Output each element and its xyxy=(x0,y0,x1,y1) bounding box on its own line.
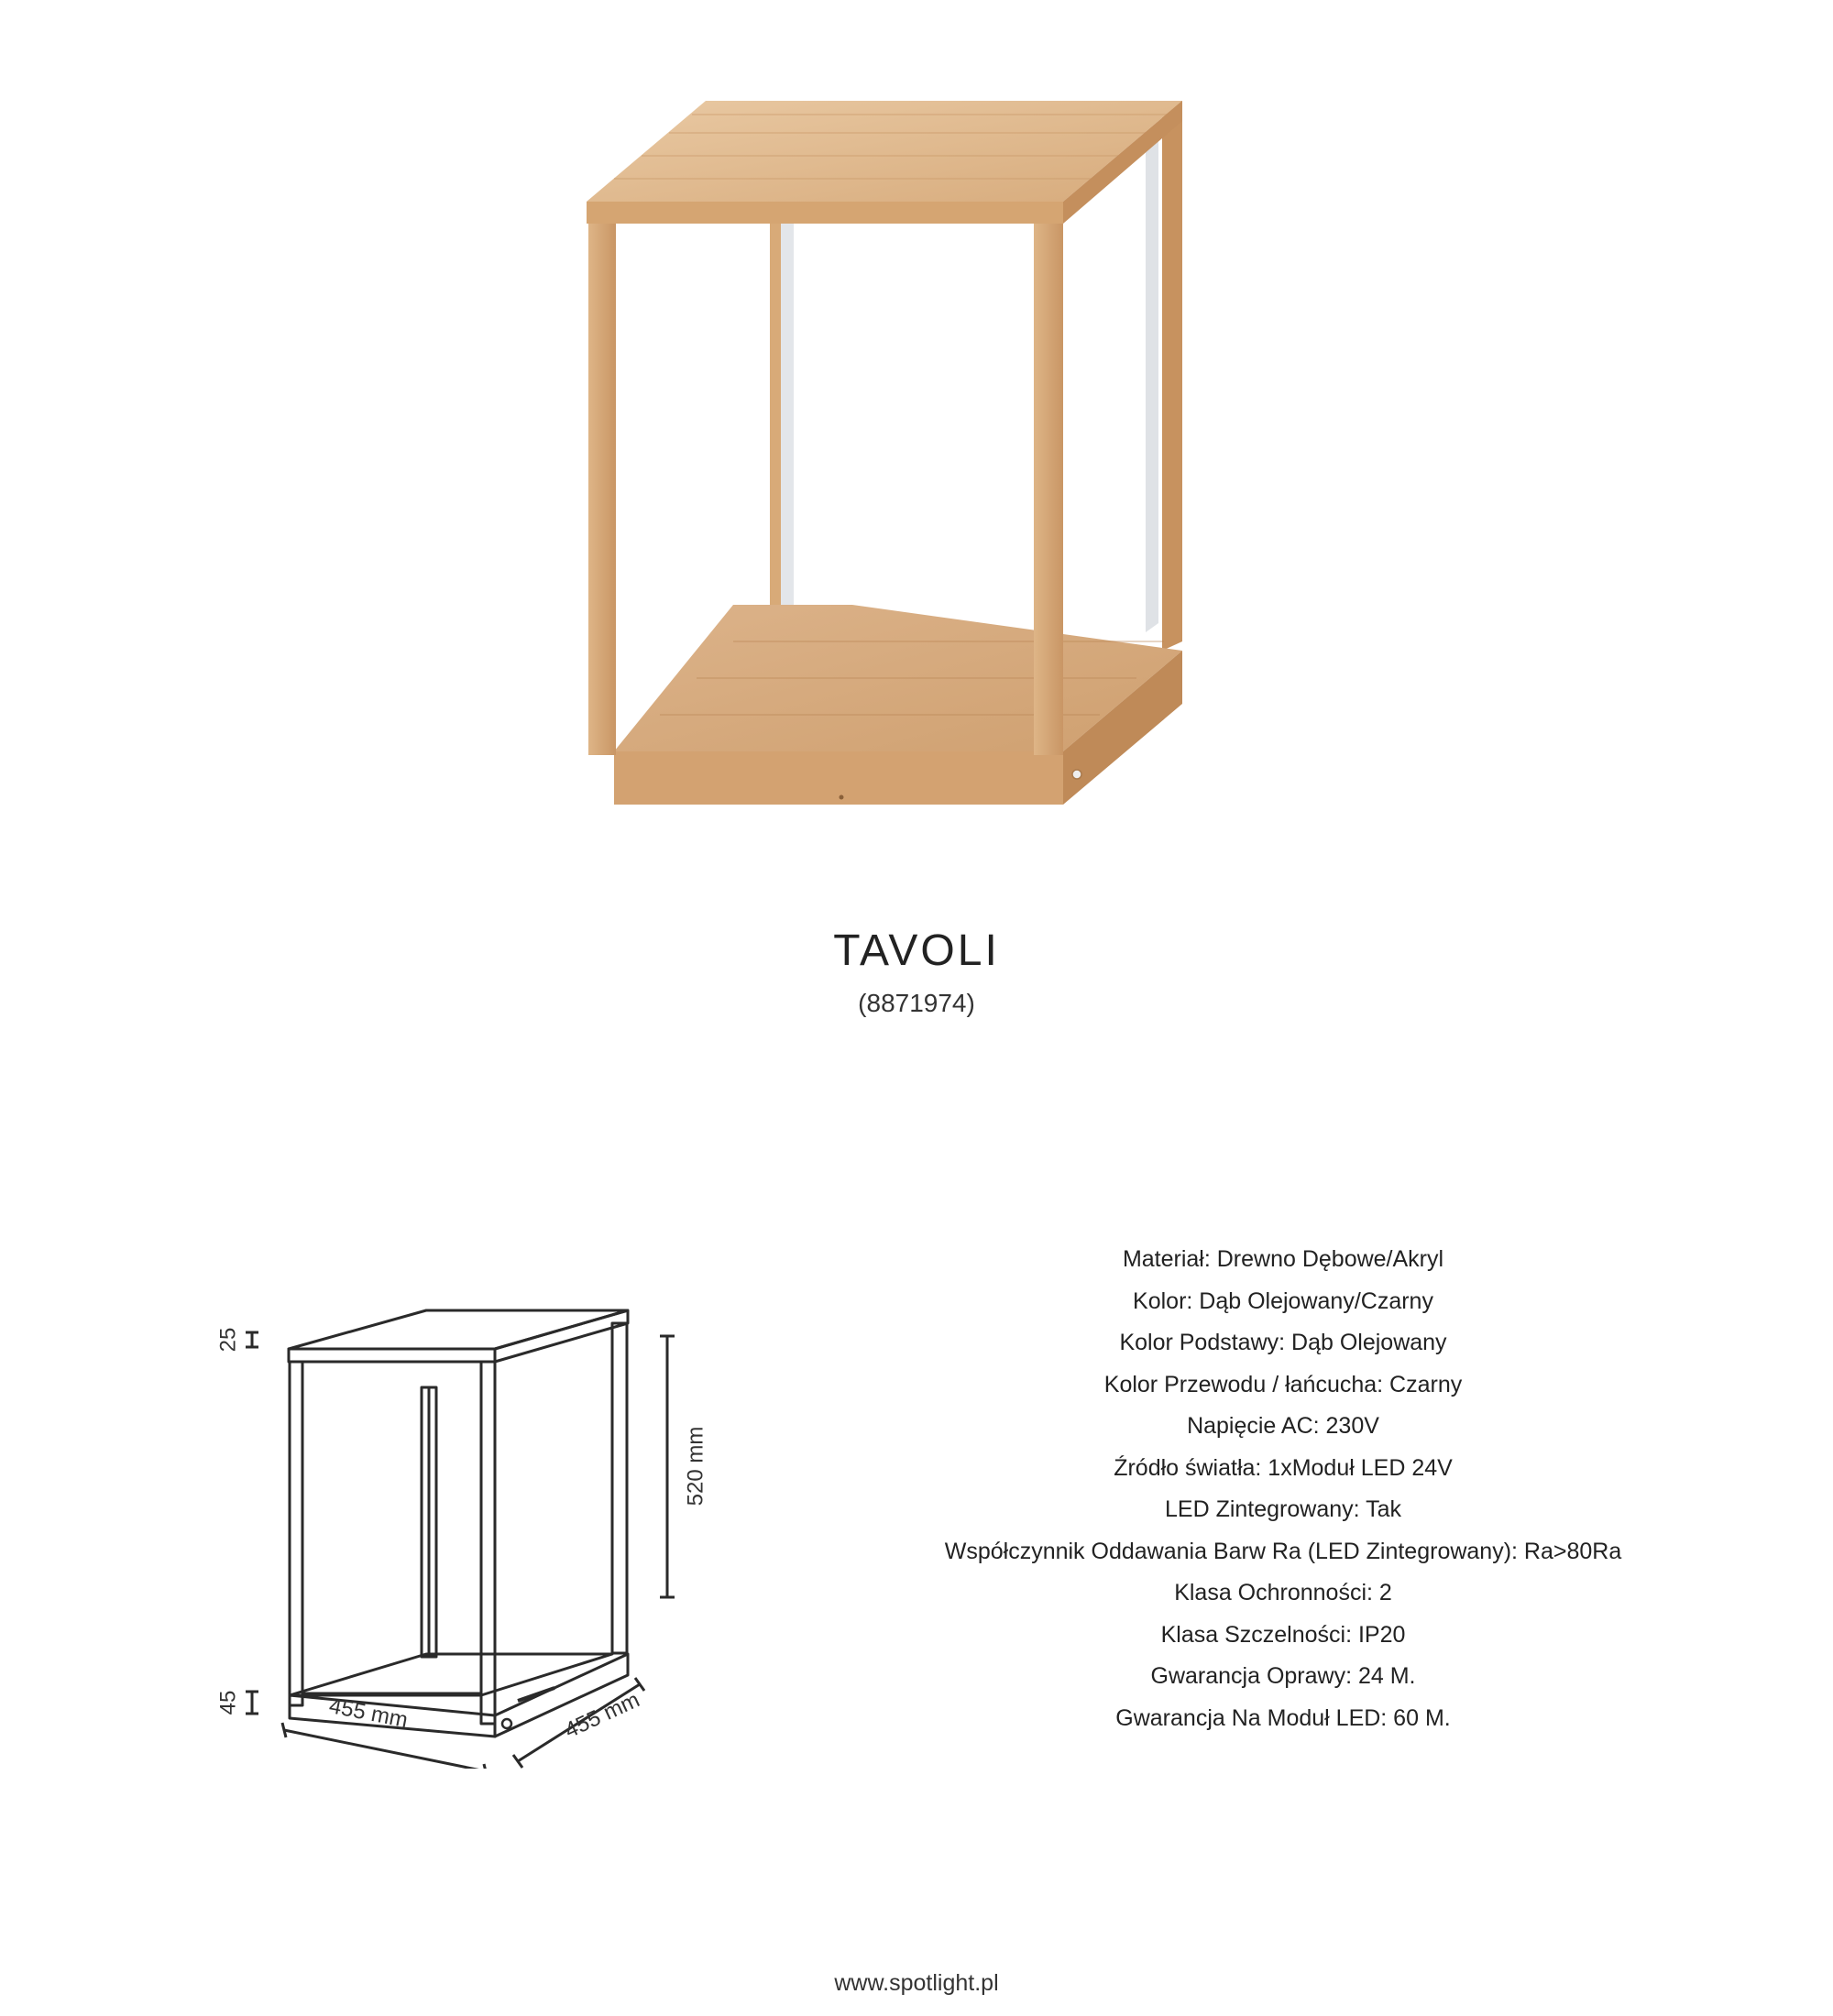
spec-led-warranty: Gwarancja Na Moduł LED: 60 M. xyxy=(1115,1704,1451,1731)
switch-button xyxy=(1072,770,1081,779)
product-photo xyxy=(550,73,1191,861)
screw-dot xyxy=(840,795,844,800)
front-right-leg xyxy=(1034,224,1063,755)
drawing-switch-icon xyxy=(502,1719,511,1728)
dim-width-label: 455 mm xyxy=(326,1693,411,1734)
spec-cri: Współczynnik Oddawania Barw Ra (LED Zintegrowany): Ra>80Ra xyxy=(944,1538,1622,1564)
spec-protection-class: Klasa Ochronności: 2 xyxy=(1174,1580,1392,1605)
dim-bottom-label: 45 xyxy=(215,1690,241,1715)
dim-height-label: 520 mm xyxy=(683,1426,708,1507)
drawing-outline xyxy=(289,1310,628,1737)
base-front xyxy=(614,751,1063,805)
acrylic-strip-left xyxy=(781,220,794,623)
spec-cable-color: Kolor Przewodu / łańcucha: Czarny xyxy=(1103,1371,1463,1397)
spec-list xyxy=(907,1239,1659,1739)
acrylic-strip-right xyxy=(1146,128,1158,632)
front-left-leg xyxy=(588,224,616,755)
dim-top-marker xyxy=(246,1332,258,1347)
product-name: TAVOLI xyxy=(833,926,1000,975)
spec-light-source: Źródło światła: 1xModuł LED 24V xyxy=(1114,1454,1453,1481)
dim-height-line xyxy=(660,1336,675,1597)
spec-ip-rating: Klasa Szczelności: IP20 xyxy=(1160,1621,1406,1648)
spec-material: Materiał: Drewno Dębowe/Akryl xyxy=(1122,1246,1444,1272)
product-title-block xyxy=(0,926,1833,1018)
dim-depth-label: 455 mm xyxy=(561,1687,643,1744)
dim-bottom-marker xyxy=(246,1692,258,1714)
spec-voltage: Napięcie AC: 230V xyxy=(1187,1413,1379,1439)
spec-base-color: Kolor Podstawy: Dąb Olejowany xyxy=(1119,1330,1447,1355)
dimension-drawing xyxy=(202,1292,752,1769)
spec-fixture-warranty: Gwarancja Oprawy: 24 M. xyxy=(1150,1663,1416,1689)
footer-url: www.spotlight.pl xyxy=(834,1970,999,1996)
spec-led-integrated: LED Zintegrowany: Tak xyxy=(1165,1496,1401,1522)
product-code: (8871974) xyxy=(858,989,975,1017)
dim-top-label: 25 xyxy=(215,1327,241,1353)
back-right-post xyxy=(1162,101,1182,651)
top-slab-front xyxy=(587,202,1063,224)
spec-color: Kolor: Dąb Olejowany/Czarny xyxy=(1133,1287,1433,1314)
